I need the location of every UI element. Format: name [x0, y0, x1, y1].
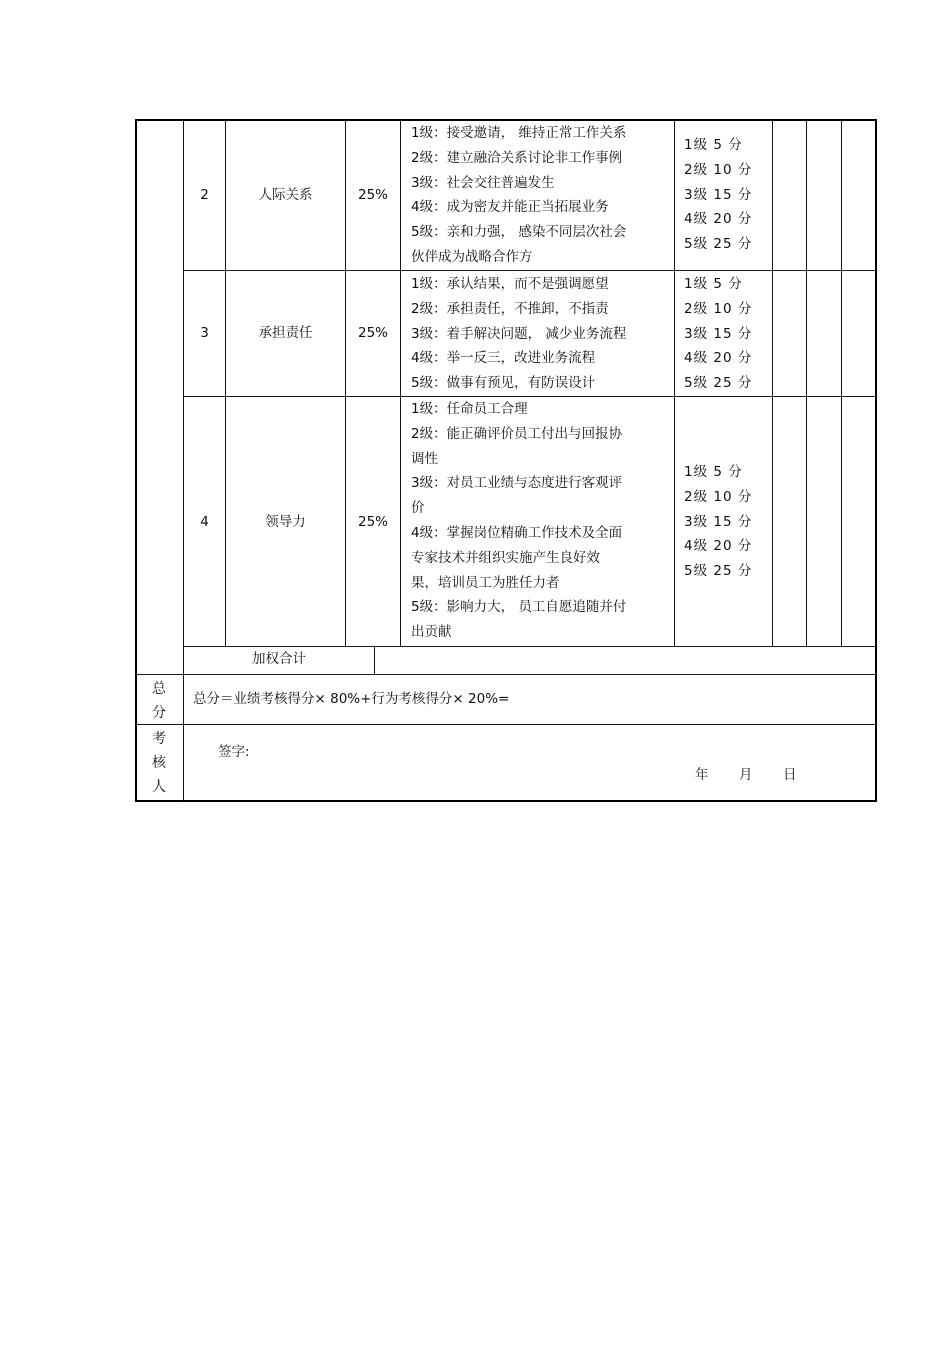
total-label-char: 总 — [152, 681, 166, 697]
row-item-name: 人际关系 — [258, 187, 313, 203]
date-year: 年 — [695, 767, 709, 783]
score-line: 3级 15 分 — [684, 186, 753, 203]
score-line: 1级 5 分 — [684, 137, 743, 153]
row-criteria — [411, 272, 626, 396]
criteria-line: 2级：能正确评价员工付出与回报协 — [411, 425, 623, 442]
score-line: 2级 10 分 — [684, 300, 753, 317]
criteria-line: 5级：做事有预见，有防误设计 — [411, 375, 596, 392]
total-label-char: 分 — [152, 705, 166, 721]
criteria-line: 1级：任命员工合理 — [411, 401, 528, 417]
row-number: 4 — [200, 514, 209, 530]
row-weight: 25% — [357, 187, 388, 203]
score-line: 3级 15 分 — [684, 513, 753, 530]
row-item-name: 承担责任 — [258, 325, 313, 341]
criteria-line: 2级：建立融洽关系讨论非工作事例 — [411, 149, 623, 166]
assessor-label — [137, 727, 181, 799]
row-item-name: 领导力 — [265, 514, 306, 530]
score-line: 2级 10 分 — [684, 488, 753, 505]
criteria-line: 1级：承认结果，而不是强调愿望 — [411, 276, 609, 292]
score-line: 5级 25 分 — [684, 563, 753, 580]
weighted-total-label: 加权合计 — [252, 651, 306, 667]
criteria-line: 1级：接受邀请， 维持正常工作关系 — [411, 125, 627, 141]
score-line: 1级 5 分 — [684, 464, 743, 480]
criteria-line: 4级：掌握岗位精确工作技术及全面 — [411, 524, 623, 541]
criteria-line: 价 — [411, 500, 425, 517]
score-line: 4级 20 分 — [684, 350, 753, 367]
criteria-line: 5级：影响力大， 员工自愿追随并付 — [411, 599, 627, 616]
criteria-line: 4级：举一反三，改进业务流程 — [411, 350, 596, 367]
score-line: 4级 20 分 — [684, 538, 753, 555]
row-scores — [684, 272, 752, 396]
date-month: 月 — [739, 767, 753, 783]
row-weight: 25% — [357, 514, 388, 530]
criteria-line: 3级：着手解决问题， 减少业务流程 — [411, 325, 627, 342]
score-line: 3级 15 分 — [684, 325, 753, 342]
assessor-label-char: 考 — [152, 731, 166, 747]
date-day: 日 — [783, 767, 797, 783]
assessor-label-char: 核 — [152, 755, 166, 771]
criteria-line: 2级：承担责任，不推卸，不指责 — [411, 300, 609, 317]
row-number: 2 — [200, 187, 209, 203]
row-weight: 25% — [357, 325, 388, 341]
signature-label: 签字: — [218, 744, 250, 760]
score-line: 5级 25 分 — [684, 375, 753, 392]
score-line: 4级 20 分 — [684, 211, 753, 228]
row-criteria — [411, 397, 626, 645]
score-line: 2级 10 分 — [684, 161, 753, 178]
criteria-line: 调性 — [411, 450, 438, 467]
total-formula: 总分＝业绩考核得分× 80%+行为考核得分× 20%= — [193, 691, 510, 707]
criteria-line: 果，培训员工为胜任力者 — [411, 574, 560, 591]
criteria-line: 4级：成为密友并能正当拓展业务 — [411, 199, 609, 216]
criteria-line: 出贡献 — [411, 624, 452, 641]
row-scores — [684, 133, 752, 257]
row-criteria — [411, 121, 626, 270]
row-number: 3 — [200, 325, 209, 341]
criteria-line: 3级：对员工业绩与态度进行客观评 — [411, 475, 623, 492]
assessor-label-char: 人 — [152, 779, 166, 795]
total-score-label — [137, 677, 181, 725]
score-line: 5级 25 分 — [684, 236, 753, 253]
row-scores — [684, 460, 752, 584]
criteria-line: 3级：社会交往普遍发生 — [411, 174, 555, 191]
criteria-line: 伙伴成为战略合作方 — [411, 248, 533, 265]
criteria-line: 专家技术并组织实施产生良好效 — [411, 549, 600, 566]
criteria-line: 5级：亲和力强， 感染不同层次社会 — [411, 224, 627, 241]
score-line: 1级 5 分 — [684, 276, 743, 292]
